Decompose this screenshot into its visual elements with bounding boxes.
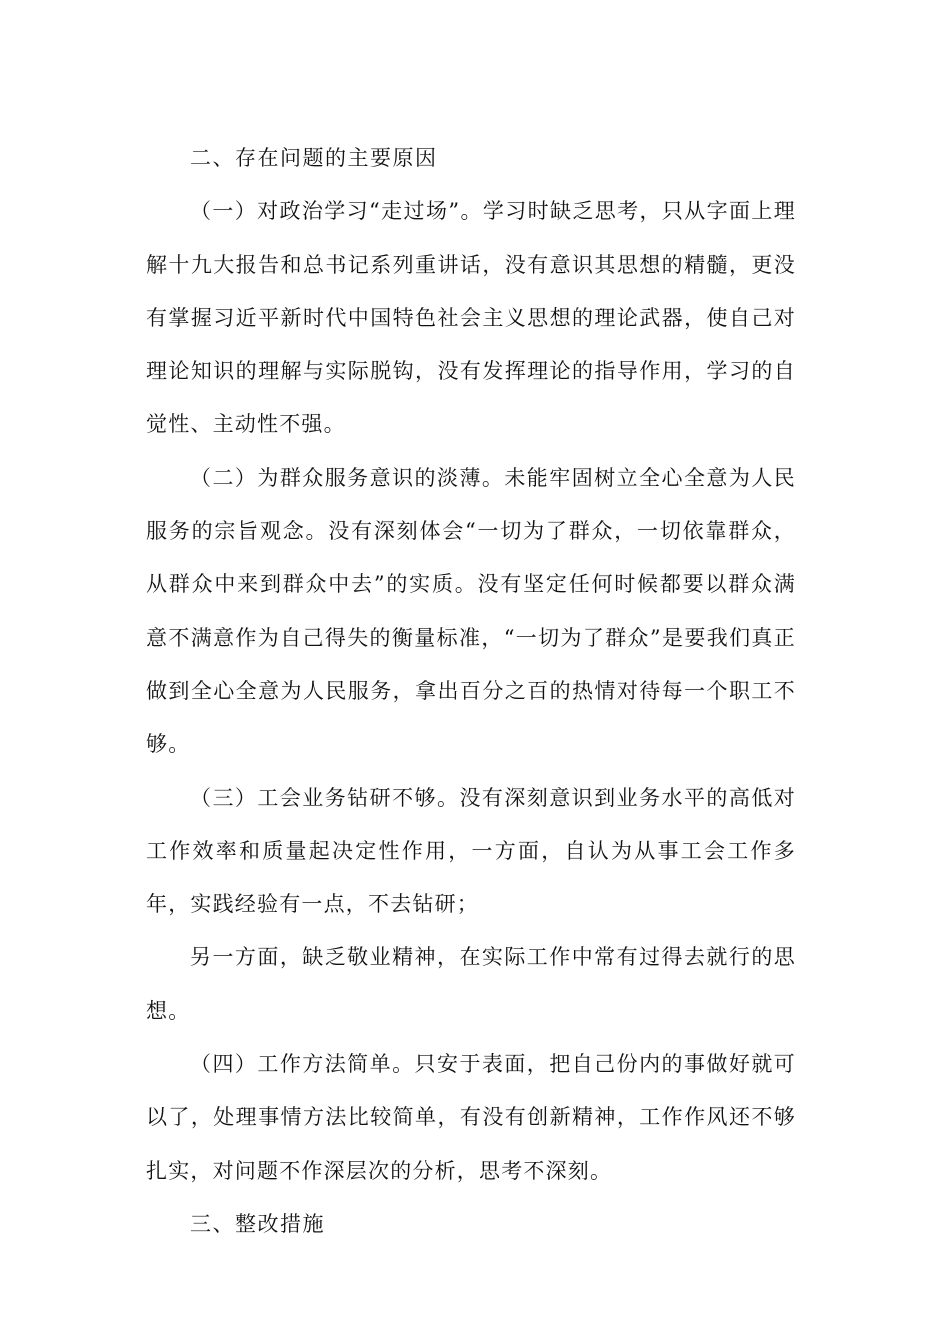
- section-heading-reasons: 二、存在问题的主要原因: [190, 146, 438, 170]
- document-body: [146, 132, 796, 1251]
- paragraph-political-study: （一）对政治学习“走过场”。学习时缺乏思考，只从字面上理解十九大报告和总书记系列重讲话，没有意识其思想的精髓，更没有掌握习近平新时代中国特色社会主义思想的理论武器，使自己对理论知识的理解与实际脱钩，没有发挥理论的指导作用，学习的自觉性、主动性不强。: [146, 199, 796, 437]
- paragraph-work-methods: （四）工作方法简单。只安于表面，把自己份内的事做好就可以了，处理事情方法比较简单，有没有创新精神，工作作风还不够扎实，对问题不作深层次的分析，思考不深刻。: [146, 1052, 796, 1183]
- paragraph-union-business: （三）工会业务钻研不够。没有深刻意识到业务水平的高低对工作效率和质量起决定性作用，一方面，自认为从事工会工作多年，实践经验有一点，不去钻研；: [146, 785, 796, 917]
- paragraph-dedication: 另一方面，缺乏敬业精神，在实际工作中常有过得去就行的思想。: [146, 945, 796, 1023]
- section-heading-rectification: 三、整改措施: [190, 1211, 325, 1236]
- paragraph-service-awareness: （二）为群众服务意识的淡薄。未能牢固树立全心全意为人民服务的宗旨观念。没有深刻体会“一切为了群众，一切依靠群众，从群众中来到群众中去”的实质。没有坚定任何时候都要以群众满意不满意作为自己得失的衡量标准，“一切为了群众”是要我们真正做到全心全意为人民服务，拿出百分之百的热情对待每一个职工不够。: [146, 465, 796, 757]
